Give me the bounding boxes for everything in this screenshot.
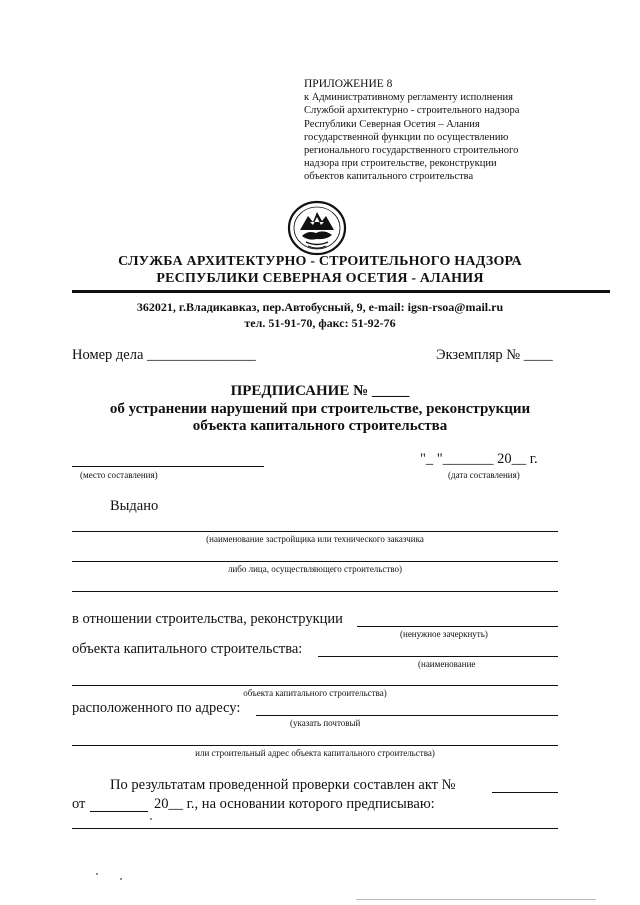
address-line[interactable] [256,715,558,716]
contacts-address: 362021, г.Владикавказ, пер.Автобусный, 9, e-mail: igsn-rsoa@mail.ru [136,300,504,314]
bottom-scan-line [356,899,596,900]
org-name-line2: РЕСПУБЛИКИ СЕВЕРНАЯ ОСЕТИЯ - АЛАНИЯ [156,271,484,286]
document-subtitle-line2: объекта капитального строительства [192,418,448,434]
header-divider [72,290,610,293]
appendix-line: регионального государственного строительного [304,145,519,157]
issued-line-1[interactable] [72,531,558,532]
appendix-line: государственной функции по осуществлению [304,131,509,143]
relation-label: в отношении строительства, реконструкции [72,611,343,627]
coat-of-arms-emblem [286,200,348,256]
object-name-caption-2: объекта капитального строительства) [243,688,387,698]
object-name-caption: (наименование [418,659,476,669]
appendix-title: ПРИЛОЖЕНИЕ 8 [304,78,393,90]
date-field[interactable]: "_ "_______ 20__ г. [420,451,538,467]
document-title: ПРЕДПИСАНИЕ № _____ [230,383,410,399]
issued-line-3[interactable] [72,591,558,592]
object-label: объекта капитального строительства: [72,641,303,657]
issued-label: Выдано [110,498,159,514]
object-line-2[interactable] [72,685,558,686]
date-caption: (дата составления) [448,470,520,480]
appendix-line: Республики Северная Осетия – Алания [304,118,480,130]
document-subtitle-line1: об устранении нарушений при строительстве, реконструкции [109,401,531,417]
inspection-from-label: от [72,796,86,812]
org-name-line1: СЛУЖБА АРХИТЕКТУРНО - СТРОИТЕЛЬНОГО НАДЗОРА [118,254,522,269]
scan-speck [96,873,98,875]
inspection-line2: 20__ г., на основании которого предписываю: [154,796,435,812]
place-caption: (место составления) [80,470,158,480]
relation-line[interactable] [357,626,558,627]
scan-speck [120,878,122,880]
issued-caption-2: либо лица, осуществляющего строительство) [227,564,403,574]
prescription-line[interactable] [72,828,558,829]
place-line[interactable] [72,466,264,467]
appendix-block [304,78,604,184]
address-label: расположенного по адресу: [72,700,241,716]
object-line[interactable] [318,656,558,657]
address-caption-2: или строительный адрес объекта капитального строительства) [195,748,435,758]
cross-caption: (ненужное зачеркнуть) [400,629,488,639]
issued-caption-1: (наименование застройщика или технического заказчика [206,534,424,544]
inspection-line1: По результатам проведенной проверки составлен акт № [110,777,456,793]
appendix-line: объектов капитального строительства [304,171,474,183]
appendix-line: Службой архитектурно - строительного надзора [304,105,520,117]
address-caption: (указать почтовый [290,718,361,728]
appendix-line: к Административному регламенту исполнения [304,92,513,104]
address-line-2[interactable] [72,745,558,746]
scan-speck [150,818,152,820]
case-number-field[interactable]: Номер дела _______________ [72,347,256,363]
copy-number-field[interactable]: Экземпляр № ____ [436,347,553,363]
act-number-line[interactable] [492,792,558,793]
contacts-phone: тел. 51-91-70, факс: 51-92-76 [244,316,396,330]
appendix-line: надзора при строительстве, реконструкции [304,158,497,170]
issued-line-2[interactable] [72,561,558,562]
inspection-date-line[interactable] [90,811,148,812]
